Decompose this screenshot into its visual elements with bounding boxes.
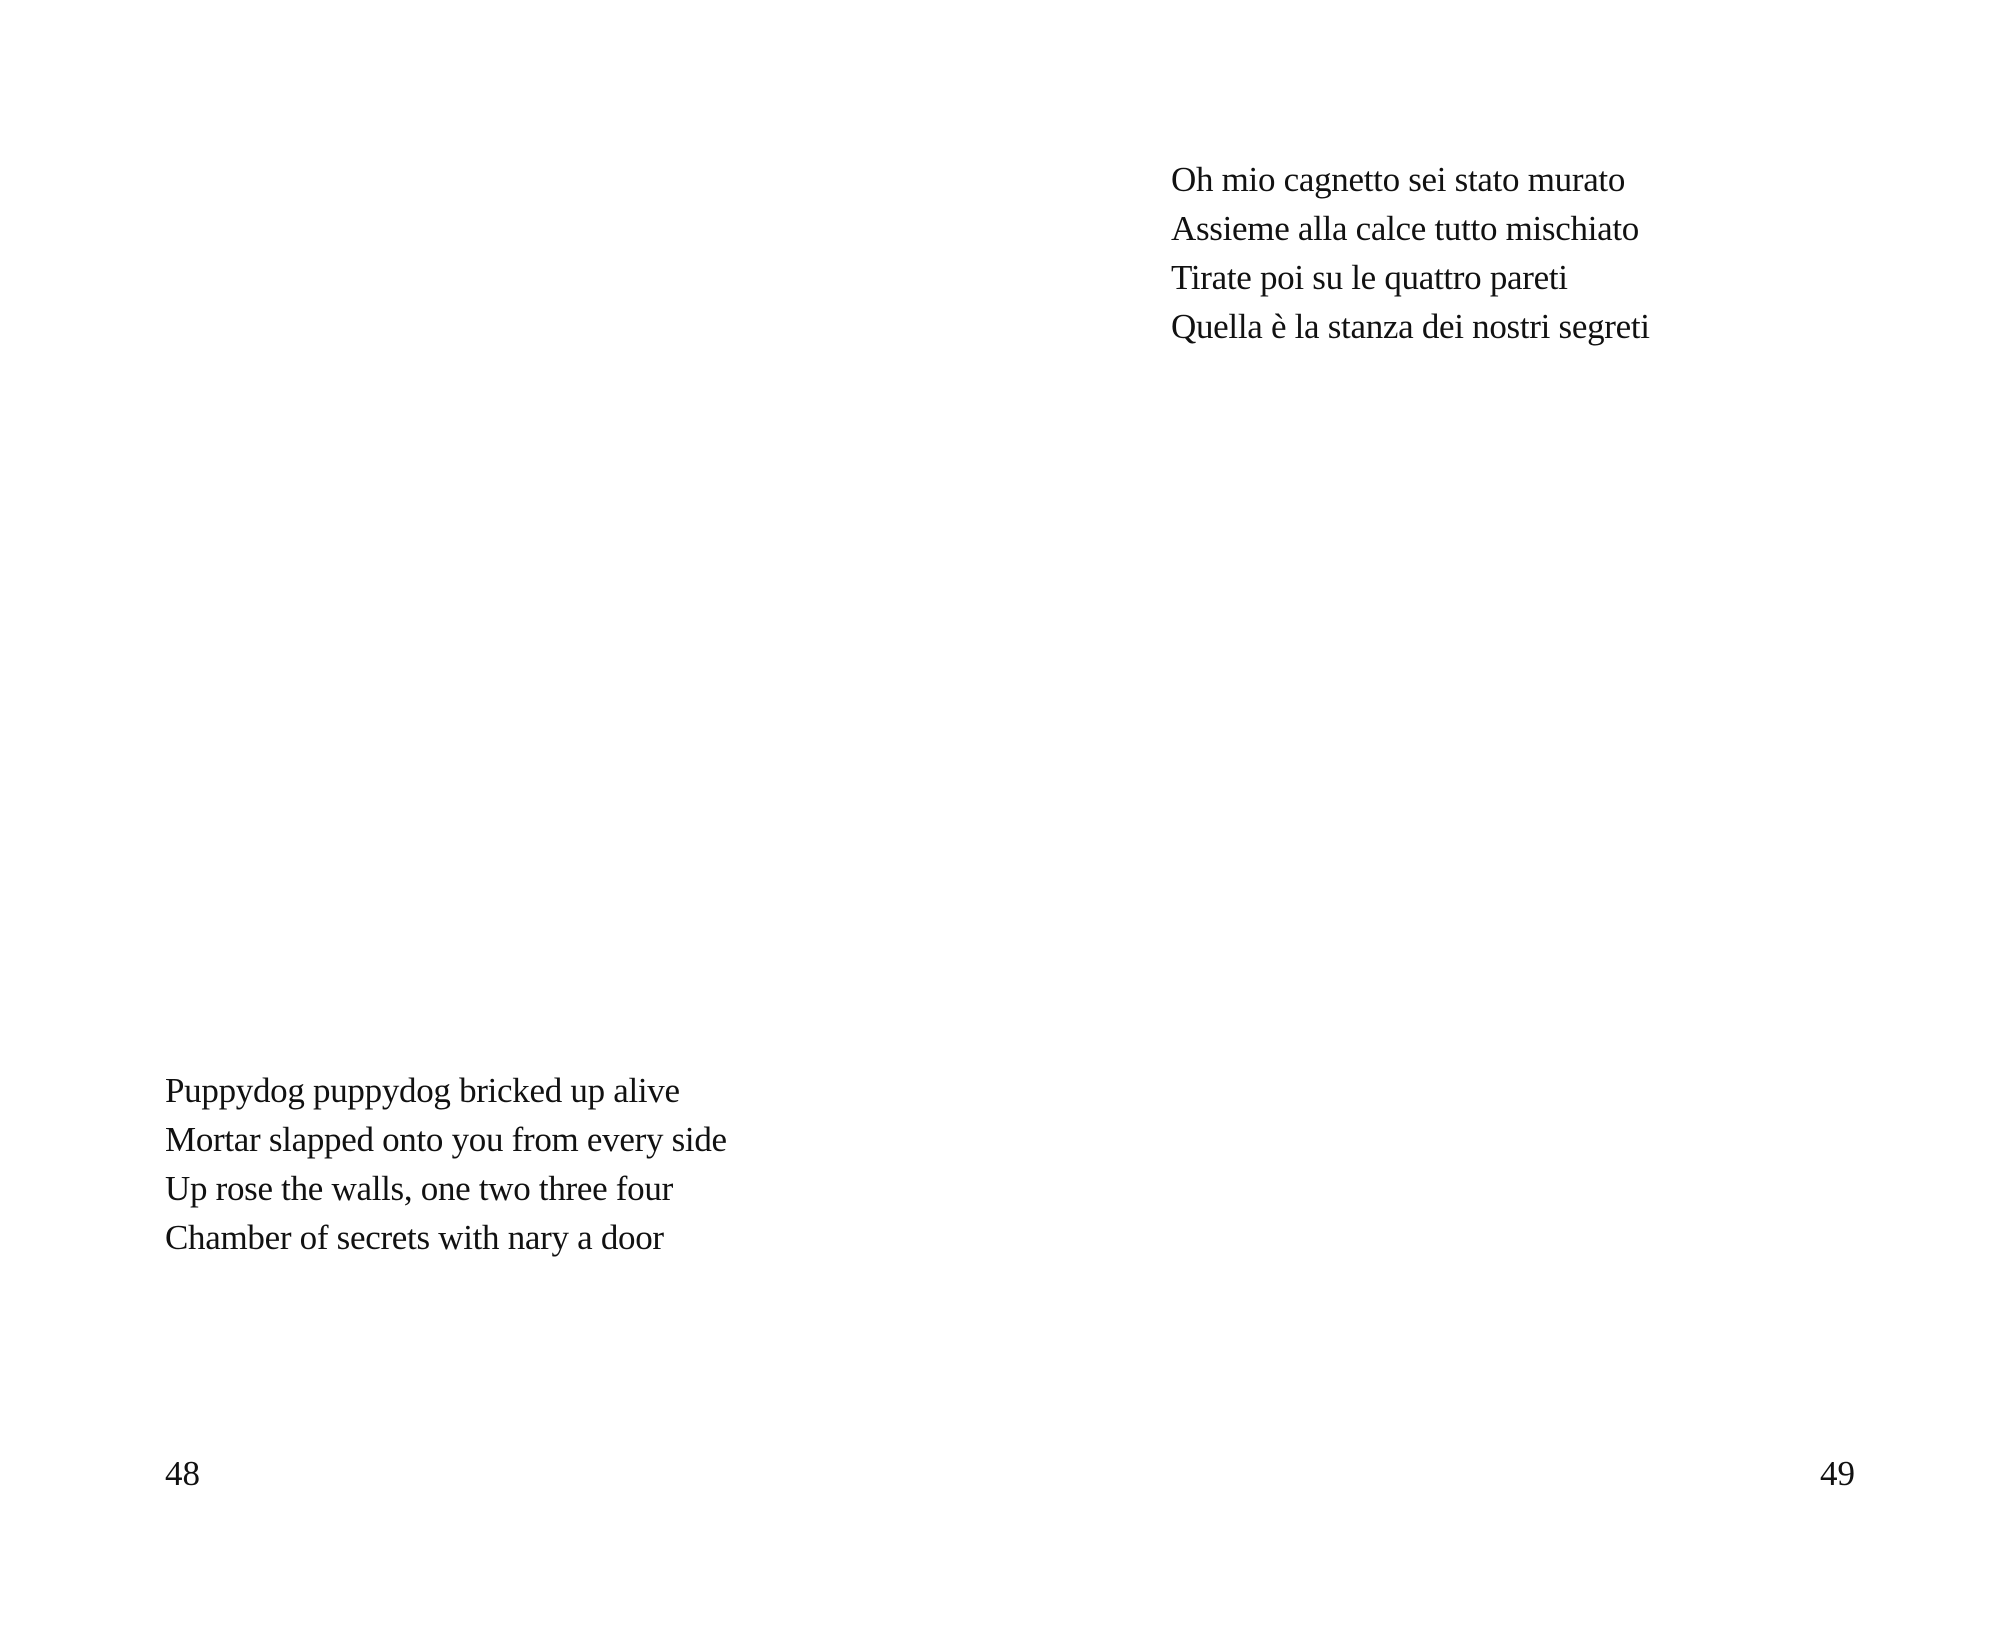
english-stanza xyxy=(165,1066,727,1262)
verse-line: Puppydog puppydog bricked up alive xyxy=(165,1071,680,1110)
verse-line: Assieme alla calce tutto mischiato xyxy=(1171,209,1639,248)
verse-line: Mortar slapped onto you from every side xyxy=(165,1120,727,1159)
verse-line: Oh mio cagnetto sei stato murato xyxy=(1171,160,1626,199)
verse-line: Chamber of secrets with nary a door xyxy=(165,1218,664,1257)
verse-line: Tirate poi su le quattro pareti xyxy=(1171,258,1568,297)
verse-line: Quella è la stanza dei nostri segreti xyxy=(1171,307,1650,346)
italian-stanza xyxy=(1171,155,1650,351)
right-page xyxy=(1000,0,2000,1636)
page-number-left: 48 xyxy=(165,1454,200,1493)
verse-line: Up rose the walls, one two three four xyxy=(165,1169,673,1208)
page-number-right: 49 xyxy=(1820,1454,1855,1493)
